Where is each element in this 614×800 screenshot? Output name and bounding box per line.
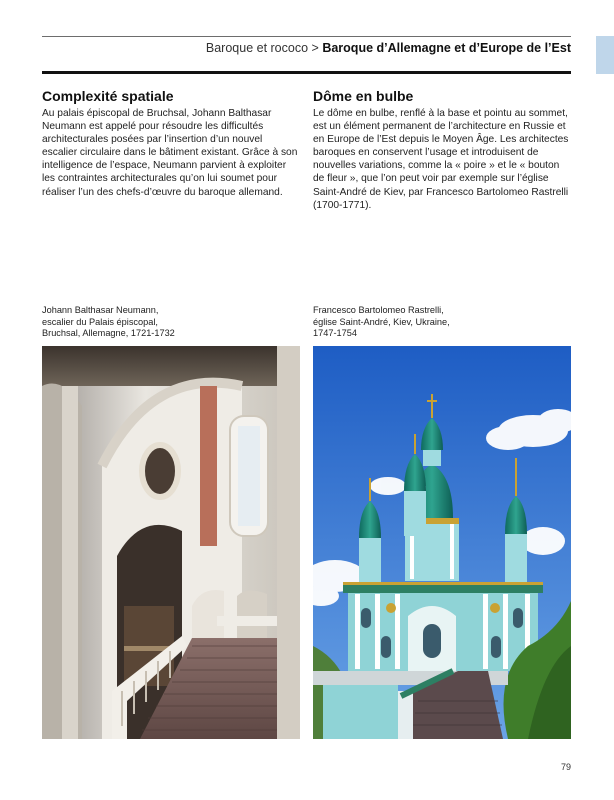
left-caption-line: escalier du Palais épiscopal, <box>42 316 158 327</box>
right-body-text: Le dôme en bulbe, renflé à la base et pointu au sommet, est un élément permanent de l’architecture en Russie et en Europe de l’Est depuis le Moyen Âge. Les architectes baroques en conservent l’usage et introduisent de nouvelles variations, comme la « poire » et le « bouton de fleur », que l’on peut voir par exemple sur l’église Saint-André de Kiev, par Francesco Bartolomeo Rastrelli (1700-1771). <box>313 108 569 211</box>
left-heading: Complexité spatiale <box>42 88 174 104</box>
right-caption-line: église Saint-André, Kiev, Ukraine, <box>313 316 450 327</box>
left-photo-caption <box>42 305 300 340</box>
page-number: 79 <box>560 762 571 772</box>
breadcrumb-separator: > <box>311 41 319 55</box>
chapter-color-tab <box>596 36 614 74</box>
right-heading: Dôme en bulbe <box>313 88 414 104</box>
staircase-photo <box>42 346 300 739</box>
breadcrumb-section: Baroque et rococo <box>205 41 309 55</box>
breadcrumb-chapter: Baroque d’Allemagne et d’Europe de l’Est <box>322 41 571 55</box>
right-photo-caption <box>313 305 571 340</box>
header-rule <box>42 71 571 74</box>
right-caption-line: 1747-1754 <box>313 328 357 338</box>
right-text-column <box>313 88 571 212</box>
left-body-text: Au palais épiscopal de Bruchsal, Johann Balthasar Neumann est appelé pour résoudre les difficultés architecturales posées par l’insertion d’un nouvel escalier circulaire dans le bâtiment existant. Grâce à son intelligence de l’espace, Neumann parvient à exploiter les contraintes architecturales qu’on lui soumet pour réaliser l’un des chefs-d’œuvre du baroque allemand. <box>42 108 298 198</box>
left-text-column <box>42 88 300 199</box>
running-header <box>42 40 571 56</box>
right-caption-line: Francesco Bartolomeo Rastrelli, <box>313 305 444 315</box>
left-caption-line: Bruchsal, Allemagne, 1721-1732 <box>42 328 175 338</box>
church-photo <box>313 346 571 739</box>
top-rule <box>42 36 571 37</box>
left-caption-line: Johann Balthasar Neumann, <box>42 305 159 315</box>
